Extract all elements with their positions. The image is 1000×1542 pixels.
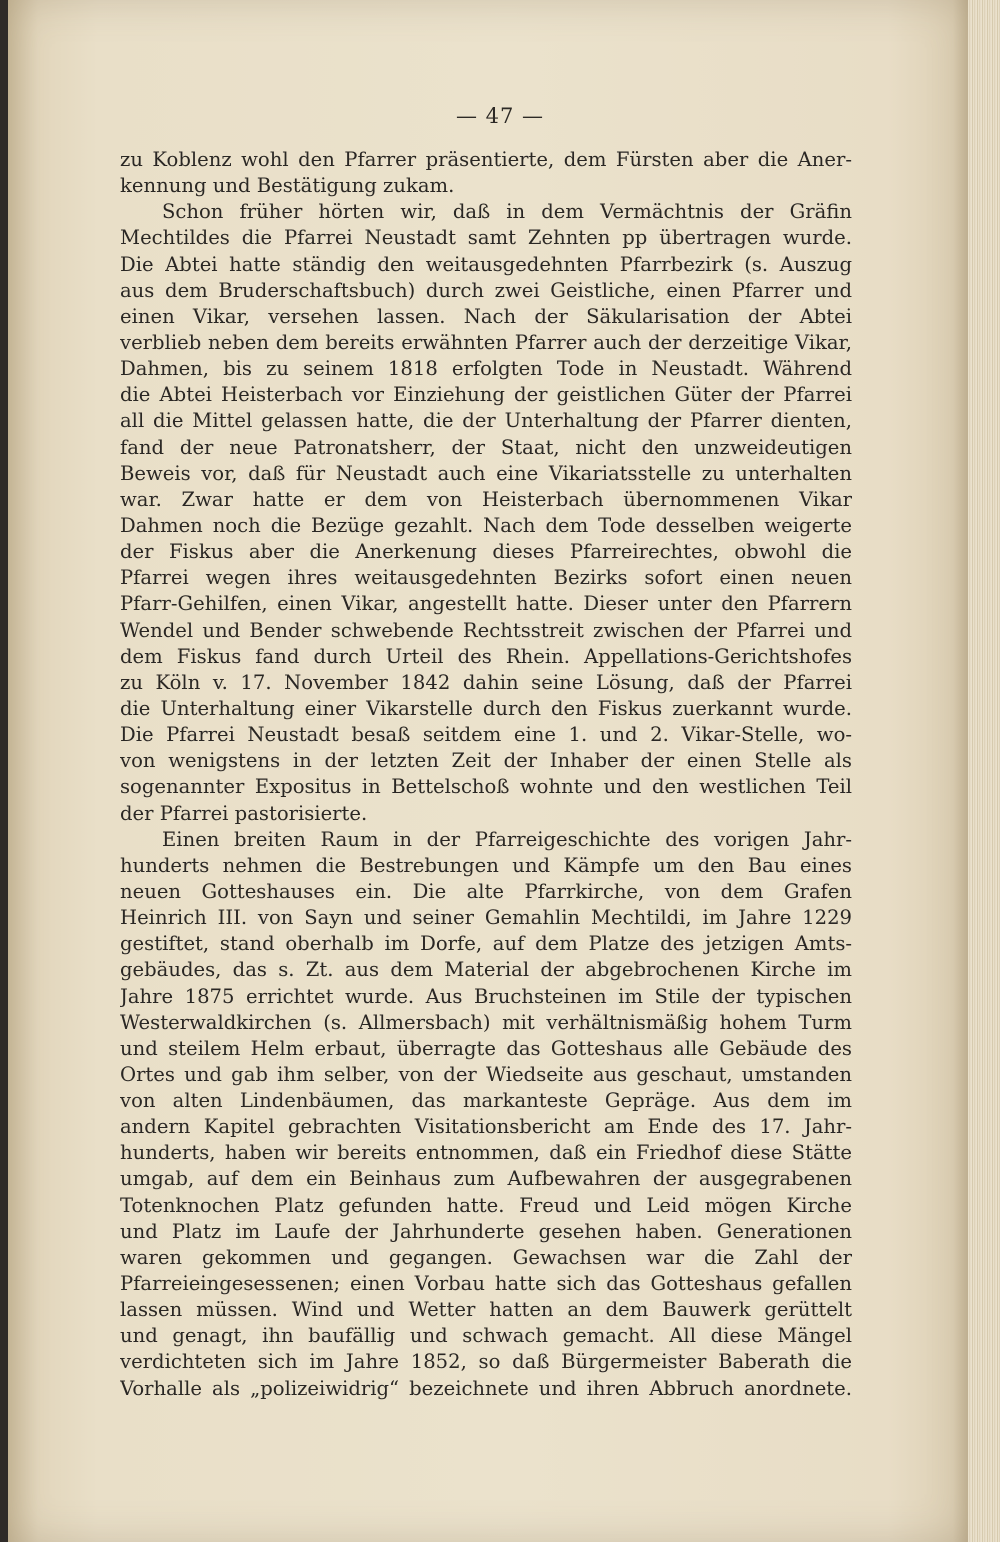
text-line: sogenannter Expositus in Bettelschoß wohnte und den westlichen Teil [120, 775, 852, 799]
text-line: hunderts nehmen die Bestrebungen und Kämpfe um den Bau eines [120, 853, 852, 877]
text-line: der Pfarrei pastorisierte. [120, 801, 368, 825]
text-line: Dahmen, bis zu seinem 1818 erfolgten Tode in Neustadt. Während [120, 357, 852, 381]
text-line: und genagt, ihn baufällig und schwach gemacht. All diese Mängel [120, 1324, 852, 1348]
text-line: verdichteten sich im Jahre 1852, so daß Bürgermeister Baberath die [120, 1350, 852, 1374]
text-line: war. Zwar hatte er dem von Heisterbach übernommenen Vikar [120, 487, 852, 511]
text-line: neuen Gotteshauses ein. Die alte Pfarrkirche, von dem Grafen [120, 879, 852, 903]
text-line: dem Fiskus fand durch Urteil des Rhein. Appellations-Gerichtshofes [120, 644, 852, 668]
text-line: Schon früher hörten wir, daß in dem Vermächtnis der Gräfin [162, 200, 852, 224]
text-line: fand der neue Patronatsherr, der Staat, nicht den unzweideutigen [120, 435, 852, 459]
text-line: Beweis vor, daß für Neustadt auch eine Vikariatsstelle zu unterhalten [120, 461, 852, 485]
text-line: hunderts, haben wir bereits entnommen, daß ein Friedhof diese Stätte [120, 1141, 852, 1165]
text-line: waren gekommen und gegangen. Gewachsen war die Zahl der [120, 1245, 852, 1269]
body-text [120, 147, 852, 1402]
text-line: Vorhalle als „polizeiwidrig“ bezeichnete und ihren Abbruch anordnete. [120, 1376, 852, 1400]
page-edge [968, 0, 1000, 1542]
text-line: gestiftet, stand oberhalb im Dorfe, auf dem Platze des jetzigen Amts- [120, 932, 852, 956]
page-number: — 47 — [455, 104, 545, 128]
text-line: Dahmen noch die Bezüge gezahlt. Nach dem Tode desselben weigerte [120, 513, 852, 537]
text-line: von alten Lindenbäumen, das markanteste Gepräge. Aus dem im [120, 1089, 852, 1113]
text-line: Westerwaldkirchen (s. Allmersbach) mit verhältnismäßig hohem Turm [120, 1010, 852, 1034]
text-line: Ortes und gab ihm selber, von der Wiedseite aus geschaut, umstanden [120, 1062, 852, 1086]
text-line: Pfarr-Gehilfen, einen Vikar, angestellt hatte. Dieser unter den Pfarrern [120, 592, 852, 616]
text-line: zu Koblenz wohl den Pfarrer präsentierte, dem Fürsten aber die Aner- [120, 148, 852, 171]
text-line: Heinrich III. von Sayn und seiner Gemahlin Mechtildi, im Jahre 1229 [120, 906, 852, 930]
text-line: verblieb neben dem bereits erwähnten Pfarrer auch der derzeitige Vikar, [120, 330, 852, 354]
text-line: Einen breiten Raum in der Pfarreigeschichte des vorigen Jahr- [162, 827, 852, 851]
text-line: zu Köln v. 17. November 1842 dahin seine Lösung, daß der Pfarrei [120, 670, 852, 694]
text-line: Totenknochen Platz gefunden hatte. Freud und Leid mögen Kirche [120, 1193, 852, 1217]
text-line: und Platz im Laufe der Jahrhunderte gesehen haben. Generationen [120, 1219, 852, 1243]
text-line: die Abtei Heisterbach vor Einziehung der geistlichen Güter der Pfarrei [120, 383, 852, 407]
text-line: lassen müssen. Wind und Wetter hatten an dem Bauwerk gerüttelt [120, 1298, 852, 1322]
text-line: andern Kapitel gebrachten Visitationsbericht am Ende des 17. Jahr- [120, 1115, 852, 1139]
text-line: all die Mittel gelassen hatte, die der Unterhaltung der Pfarrer dienten, [120, 409, 852, 433]
text-line: Die Pfarrei Neustadt besaß seitdem eine 1. und 2. Vikar-Stelle, wo- [120, 723, 852, 747]
text-line: Pfarreieingesessenen; einen Vorbau hatte sich das Gotteshaus gefallen [120, 1272, 852, 1296]
text-line: von wenigstens in der letzten Zeit der Inhaber der einen Stelle als [120, 749, 852, 773]
text-line: die Unterhaltung einer Vikarstelle durch den Fiskus zuerkannt wurde. [120, 696, 852, 720]
text-line: Die Abtei hatte ständig den weitausgedehnten Pfarrbezirk (s. Auszug [120, 252, 852, 276]
text-line: und steilem Helm erbaut, überragte das Gotteshaus alle Gebäude des [120, 1036, 852, 1060]
text-line: gebäudes, das s. Zt. aus dem Material der abgebrochenen Kirche im [120, 958, 852, 982]
text-line: der Fiskus aber die Anerkenung dieses Pfarreirechtes, obwohl die [120, 540, 852, 564]
text-line: Mechtildes die Pfarrei Neustadt samt Zehnten pp übertragen wurde. [120, 226, 852, 250]
text-line: einen Vikar, versehen lassen. Nach der Säkularisation der Abtei [120, 304, 852, 328]
text-line: Jahre 1875 errichtet wurde. Aus Bruchsteinen im Stile der typischen [120, 984, 852, 1008]
text-line: aus dem Bruderschaftsbuch) durch zwei Geistliche, einen Pfarrer und [120, 278, 852, 302]
text-line: kennung und Bestätigung zukam. [120, 174, 455, 198]
text-line: umgab, auf dem ein Beinhaus zum Aufbewahren der ausgegrabenen [120, 1167, 852, 1191]
text-line: Pfarrei wegen ihres weitausgedehnten Bezirks sofort einen neuen [120, 566, 852, 590]
text-line: Wendel und Bender schwebende Rechtsstreit zwischen der Pfarrei und [120, 618, 852, 642]
